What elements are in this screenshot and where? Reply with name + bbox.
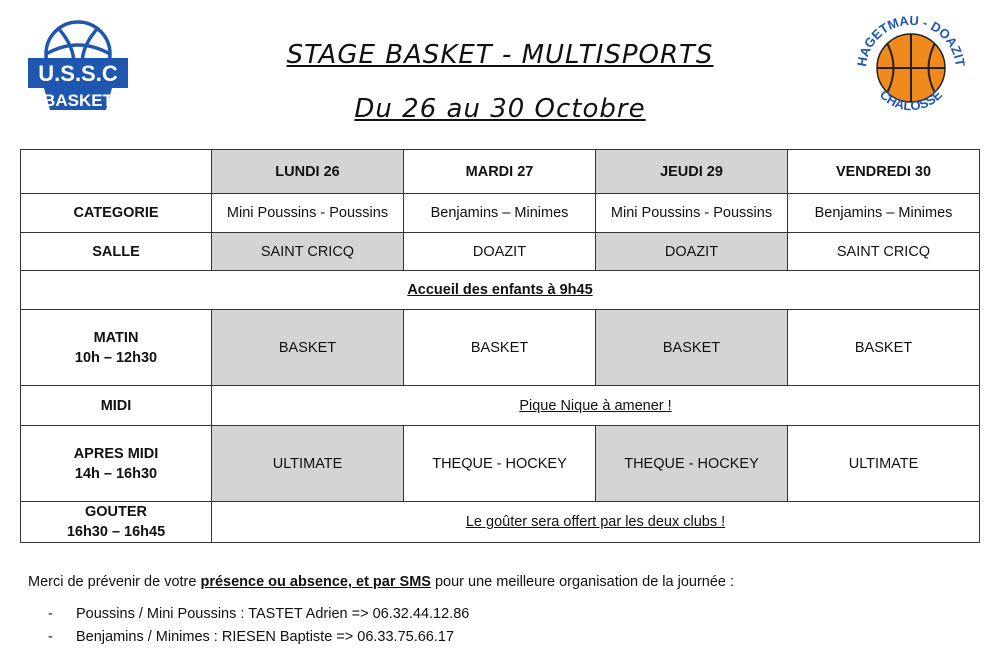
row-label-gouter [21, 502, 212, 543]
logo-left-line2: BASKET [43, 91, 113, 110]
table-cell: ULTIMATE [788, 426, 980, 502]
row-label: SALLE [21, 233, 212, 271]
list-bullet: - [48, 606, 53, 622]
table-cell: Benjamins – Minimes [404, 194, 596, 233]
row-label: MATIN [93, 329, 139, 346]
page-subtitle: Du 26 au 30 Octobre [354, 94, 646, 124]
logo-left-line1: U.S.S.C [38, 61, 118, 86]
table-cell: SAINT CRICQ [788, 233, 980, 271]
list-item [48, 629, 469, 652]
midi-note: Pique Nique à amener ! [212, 386, 980, 426]
day-header: MARDI 27 [404, 150, 596, 194]
header-empty-cell [21, 150, 212, 194]
table-cell: SAINT CRICQ [212, 233, 404, 271]
day-header: LUNDI 26 [212, 150, 404, 194]
table-cell: BASKET [404, 310, 596, 386]
row-time: 16h30 – 16h45 [66, 524, 166, 540]
day-header: JEUDI 29 [596, 150, 788, 194]
ussc-basket-logo [22, 14, 134, 114]
contact-list [48, 606, 469, 652]
schedule-table [20, 149, 980, 543]
logo-right-bottom-text: CHALOSSE [876, 86, 946, 114]
table-cell: THEQUE - HOCKEY [404, 426, 596, 502]
page-title: STAGE BASKET - MULTISPORTS [286, 40, 714, 70]
table-cell: DOAZIT [404, 233, 596, 271]
table-cell: Benjamins – Minimes [788, 194, 980, 233]
logo-right-top-text: HAGETMAU - DOAZIT [854, 12, 968, 68]
contact-instructions [28, 574, 734, 590]
row-label: CATEGORIE [21, 194, 212, 233]
row-time: 14h – 16h30 [74, 465, 158, 482]
table-cell: BASKET [212, 310, 404, 386]
contact-text: Benjamins / Minimes : RIESEN Baptiste => 06.33.75.66.17 [76, 629, 455, 645]
table-cell: BASKET [596, 310, 788, 386]
table-cell: DOAZIT [596, 233, 788, 271]
table-row-apres-midi [21, 426, 980, 502]
note-emphasis: présence ou absence, et par SMS [200, 574, 431, 590]
contact-text: Poussins / Mini Poussins : TASTET Adrien => 06.32.44.12.86 [76, 606, 470, 622]
list-item [48, 606, 469, 629]
table-row-midi [21, 386, 980, 426]
table-row-gouter [21, 502, 980, 543]
note-before: Merci de prévenir de votre [28, 574, 201, 590]
list-bullet: - [48, 629, 53, 645]
accueil-note: Accueil des enfants à 9h45 [21, 271, 980, 310]
table-row-matin [21, 310, 980, 386]
table-cell: Mini Poussins - Poussins [212, 194, 404, 233]
table-cell: ULTIMATE [212, 426, 404, 502]
day-header: VENDREDI 30 [788, 150, 980, 194]
row-label: APRES MIDI [73, 445, 159, 462]
note-after: pour une meilleure organisation de la journée : [430, 574, 735, 590]
table-cell: THEQUE - HOCKEY [596, 426, 788, 502]
hagetmau-doazit-logo [852, 10, 970, 126]
table-row-categorie [21, 194, 980, 233]
row-label: MIDI [21, 386, 212, 426]
row-time: 10h – 12h30 [74, 349, 158, 366]
table-header-row [21, 150, 980, 194]
row-label-apres-midi [21, 426, 212, 502]
row-label: GOUTER [84, 504, 148, 520]
table-row-accueil [21, 271, 980, 310]
gouter-note: Le goûter sera offert par les deux clubs ! [212, 502, 980, 543]
row-label-matin [21, 310, 212, 386]
table-cell: Mini Poussins - Poussins [596, 194, 788, 233]
table-row-salle [21, 233, 980, 271]
table-cell: BASKET [788, 310, 980, 386]
